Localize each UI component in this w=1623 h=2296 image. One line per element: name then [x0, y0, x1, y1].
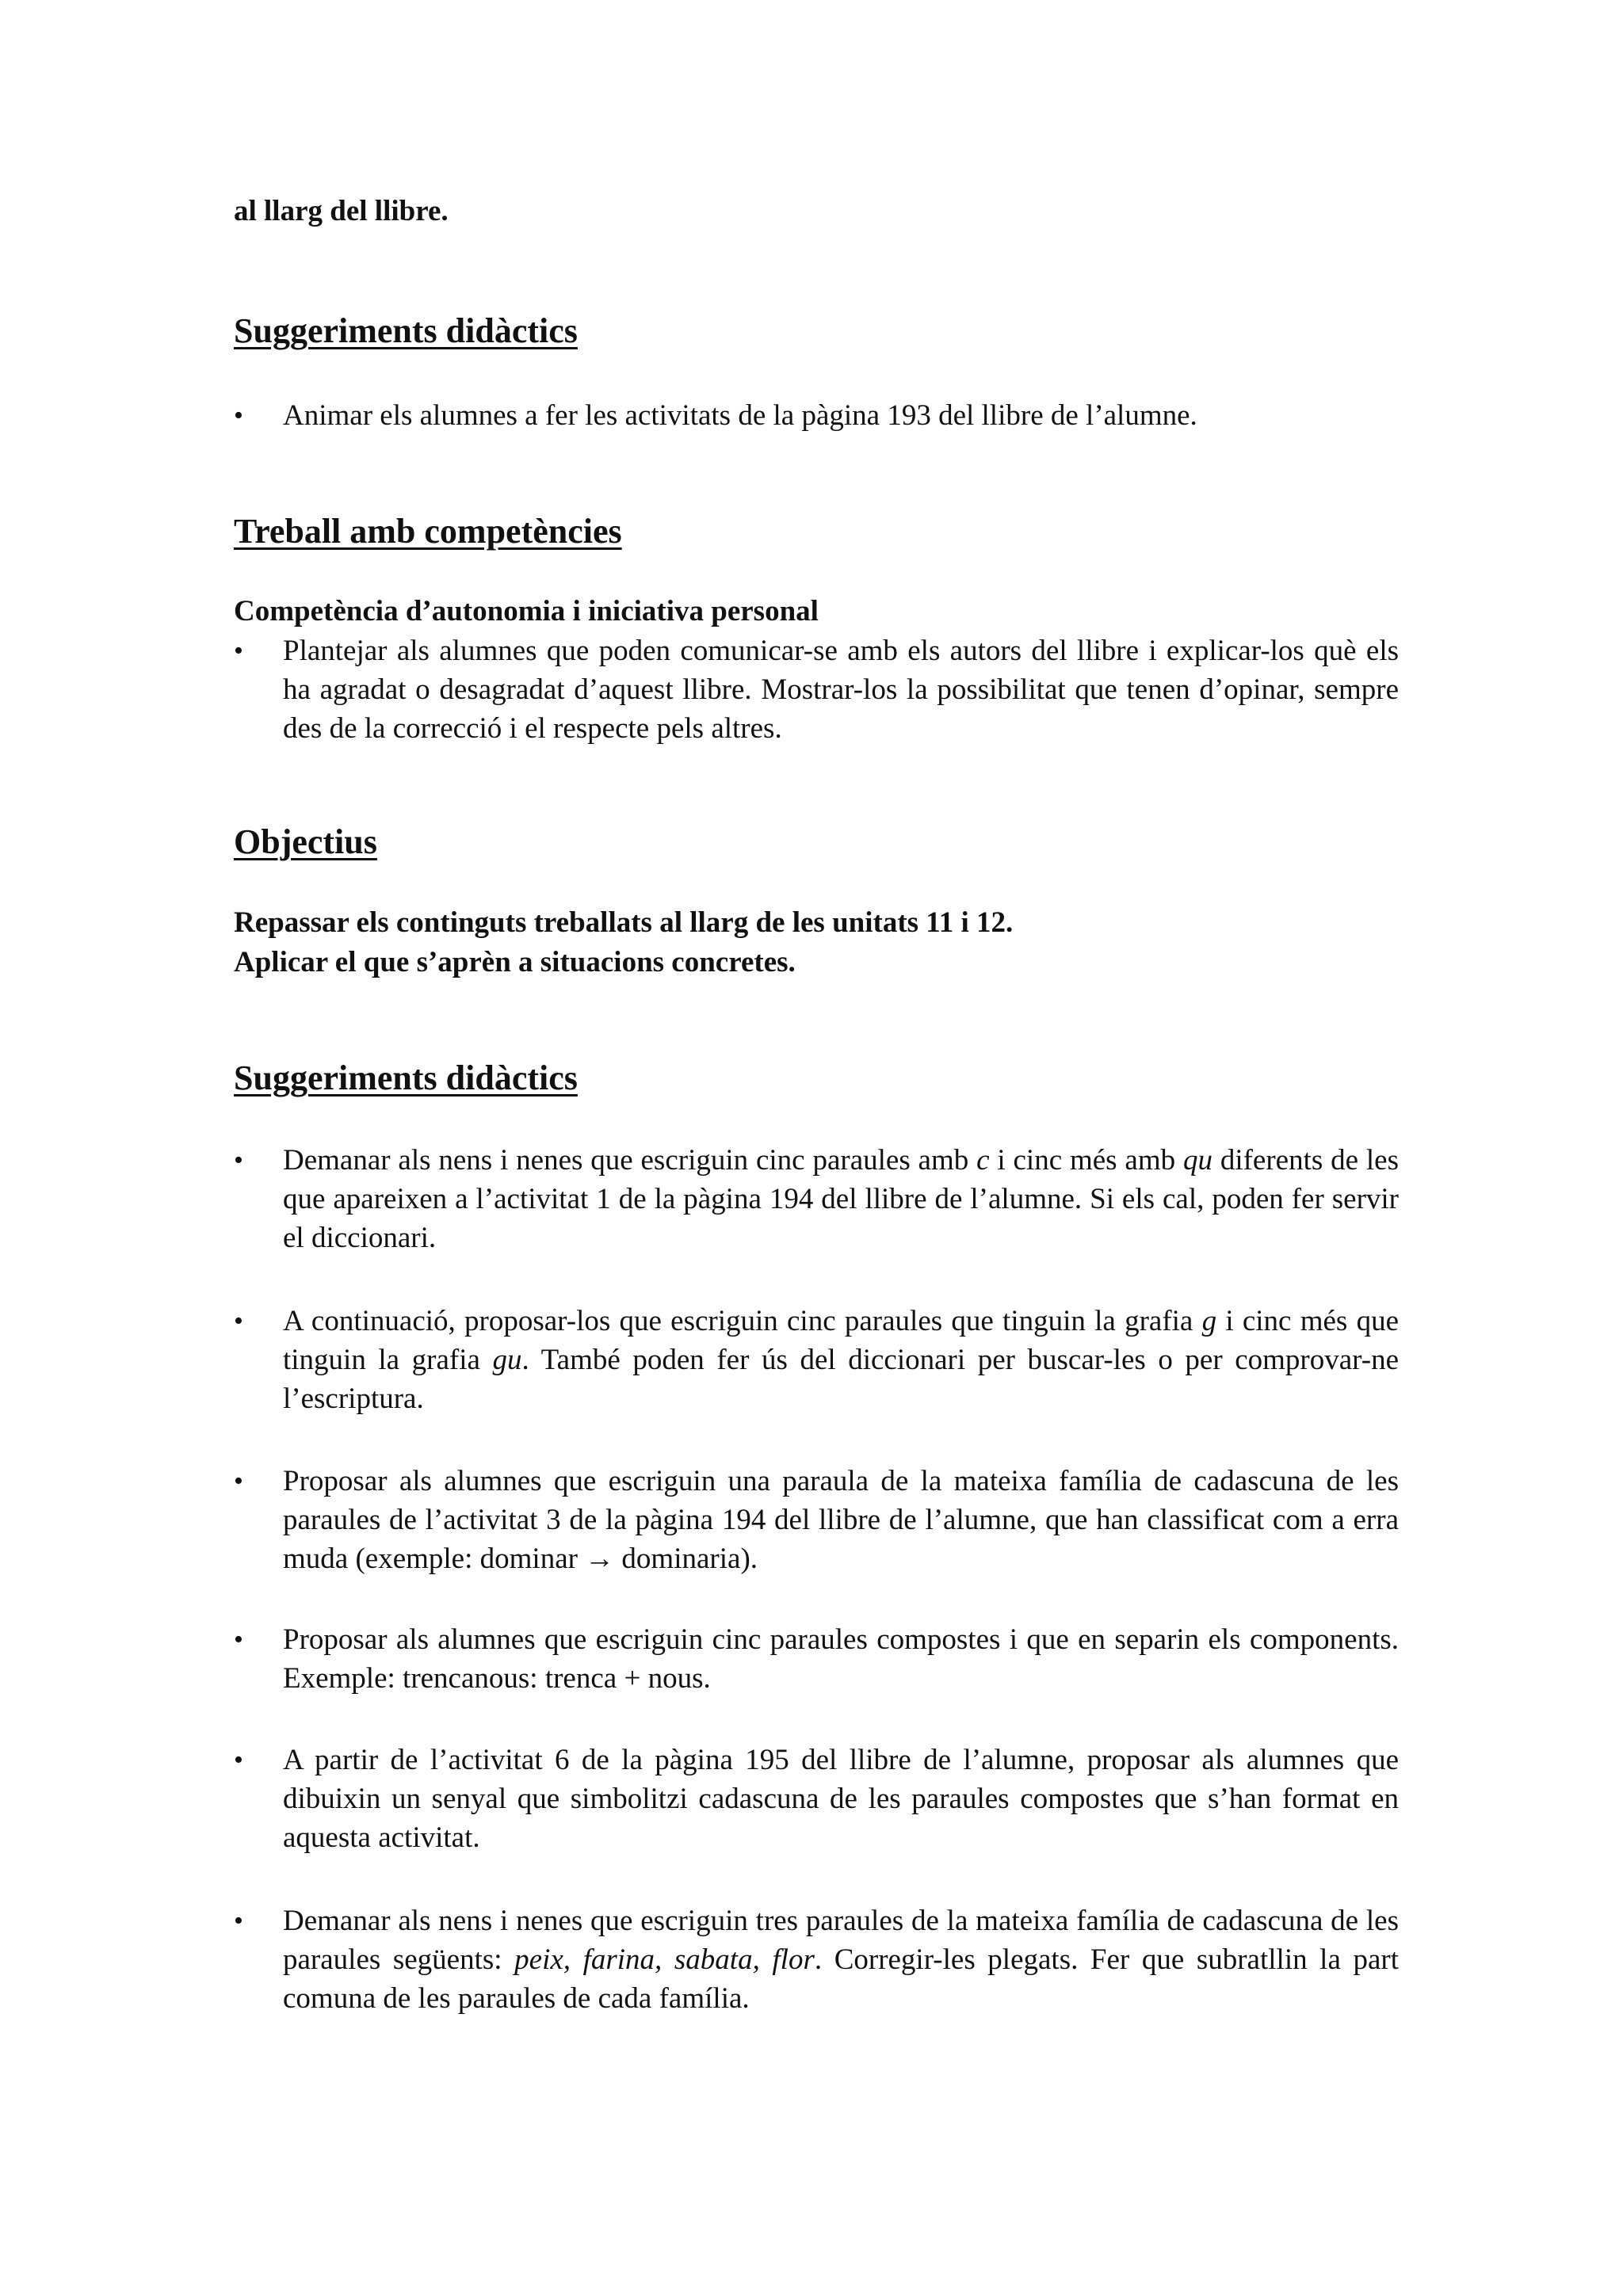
list-item	[234, 1620, 1399, 1698]
list-item	[234, 1141, 1399, 1257]
bullet-icon: •	[234, 1906, 243, 1936]
bullet-icon: •	[234, 636, 243, 666]
lead-line: al llarg del llibre.	[234, 195, 449, 227]
objective-line: Repassar els continguts treballats al llarg de les unitats 11 i 12.	[234, 906, 1014, 939]
bullet-icon: •	[234, 1466, 243, 1496]
list-item-text: Proposar als alumnes que escriguin cinc paraules compostes i que en separin els components. Exemple: trencanous: trenca + nous.	[283, 1623, 1399, 1695]
list-item	[234, 631, 1399, 748]
section-heading-treball: Treball amb competències	[234, 512, 622, 551]
list-item-text: Proposar als alumnes que escriguin una paraula de la mateixa família de cadascuna de les paraules de l’activitat 3 de la pàgina 194 del llibre de l’alumne, que han classificat com a erra muda (exemple: dominar → dominaria).	[283, 1465, 1399, 1575]
list-item-text: Animar els alumnes a fer les activitats de la pàgina 193 del llibre de l’alumne.	[283, 399, 1197, 432]
list-item	[234, 1901, 1399, 2018]
subheading-competencia: Competència d’autonomia i iniciativa personal	[234, 595, 819, 627]
section-heading-suggeriments-2: Suggeriments didàctics	[234, 1058, 578, 1097]
list-item-text: Demanar als nens i nenes que escriguin cinc paraules amb c i cinc més amb qu diferents de les que apareixen a l’activitat 1 de la pàgina 194 del llibre de l’alumne. Si els cal, poden fer servir el diccionari.	[283, 1144, 1399, 1254]
list-item-text: A partir de l’activitat 6 de la pàgina 195 del llibre de l’alumne, proposar als alumnes que dibuixin un senyal que simbolitzi cadascuna de les paraules compostes que s’han format en aquesta activitat.	[283, 1744, 1399, 1854]
section-heading-objectius: Objectius	[234, 822, 377, 861]
bullet-icon: •	[234, 1625, 243, 1654]
list-item	[234, 1302, 1399, 1418]
bullet-icon: •	[234, 1146, 243, 1175]
list-item	[234, 1741, 1399, 1857]
list-item-text: A continuació, proposar-los que escriguin cinc paraules que tinguin la grafia g i cinc més que tinguin la grafia gu. També poden fer ús del diccionari per buscar-les o per comprovar-ne l’escriptura.	[283, 1305, 1399, 1415]
bullet-icon: •	[234, 401, 243, 430]
list-item	[234, 396, 1399, 435]
list-item-text: Plantejar als alumnes que poden comunicar-se amb els autors del llibre i explicar-los què els ha agradat o desagradat d’aquest llibre. Mostrar-los la possibilitat que tenen d’opinar, sempre des de la correcció i el respecte pels altres.	[283, 635, 1399, 745]
bullet-icon: •	[234, 1745, 243, 1775]
section-heading-suggeriments-1: Suggeriments didàctics	[234, 311, 578, 350]
list-item	[234, 1462, 1399, 1578]
bullet-icon: •	[234, 1306, 243, 1336]
list-item-text: Demanar als nens i nenes que escriguin tres paraules de la mateixa família de cadascuna de les paraules següents: peix, farina, sabata, flor. Corregir-les plegats. Fer que subratllin la part comuna de les paraules de cada família.	[283, 1905, 1399, 2015]
objective-line: Aplicar el que s’aprèn a situacions concretes.	[234, 946, 796, 978]
